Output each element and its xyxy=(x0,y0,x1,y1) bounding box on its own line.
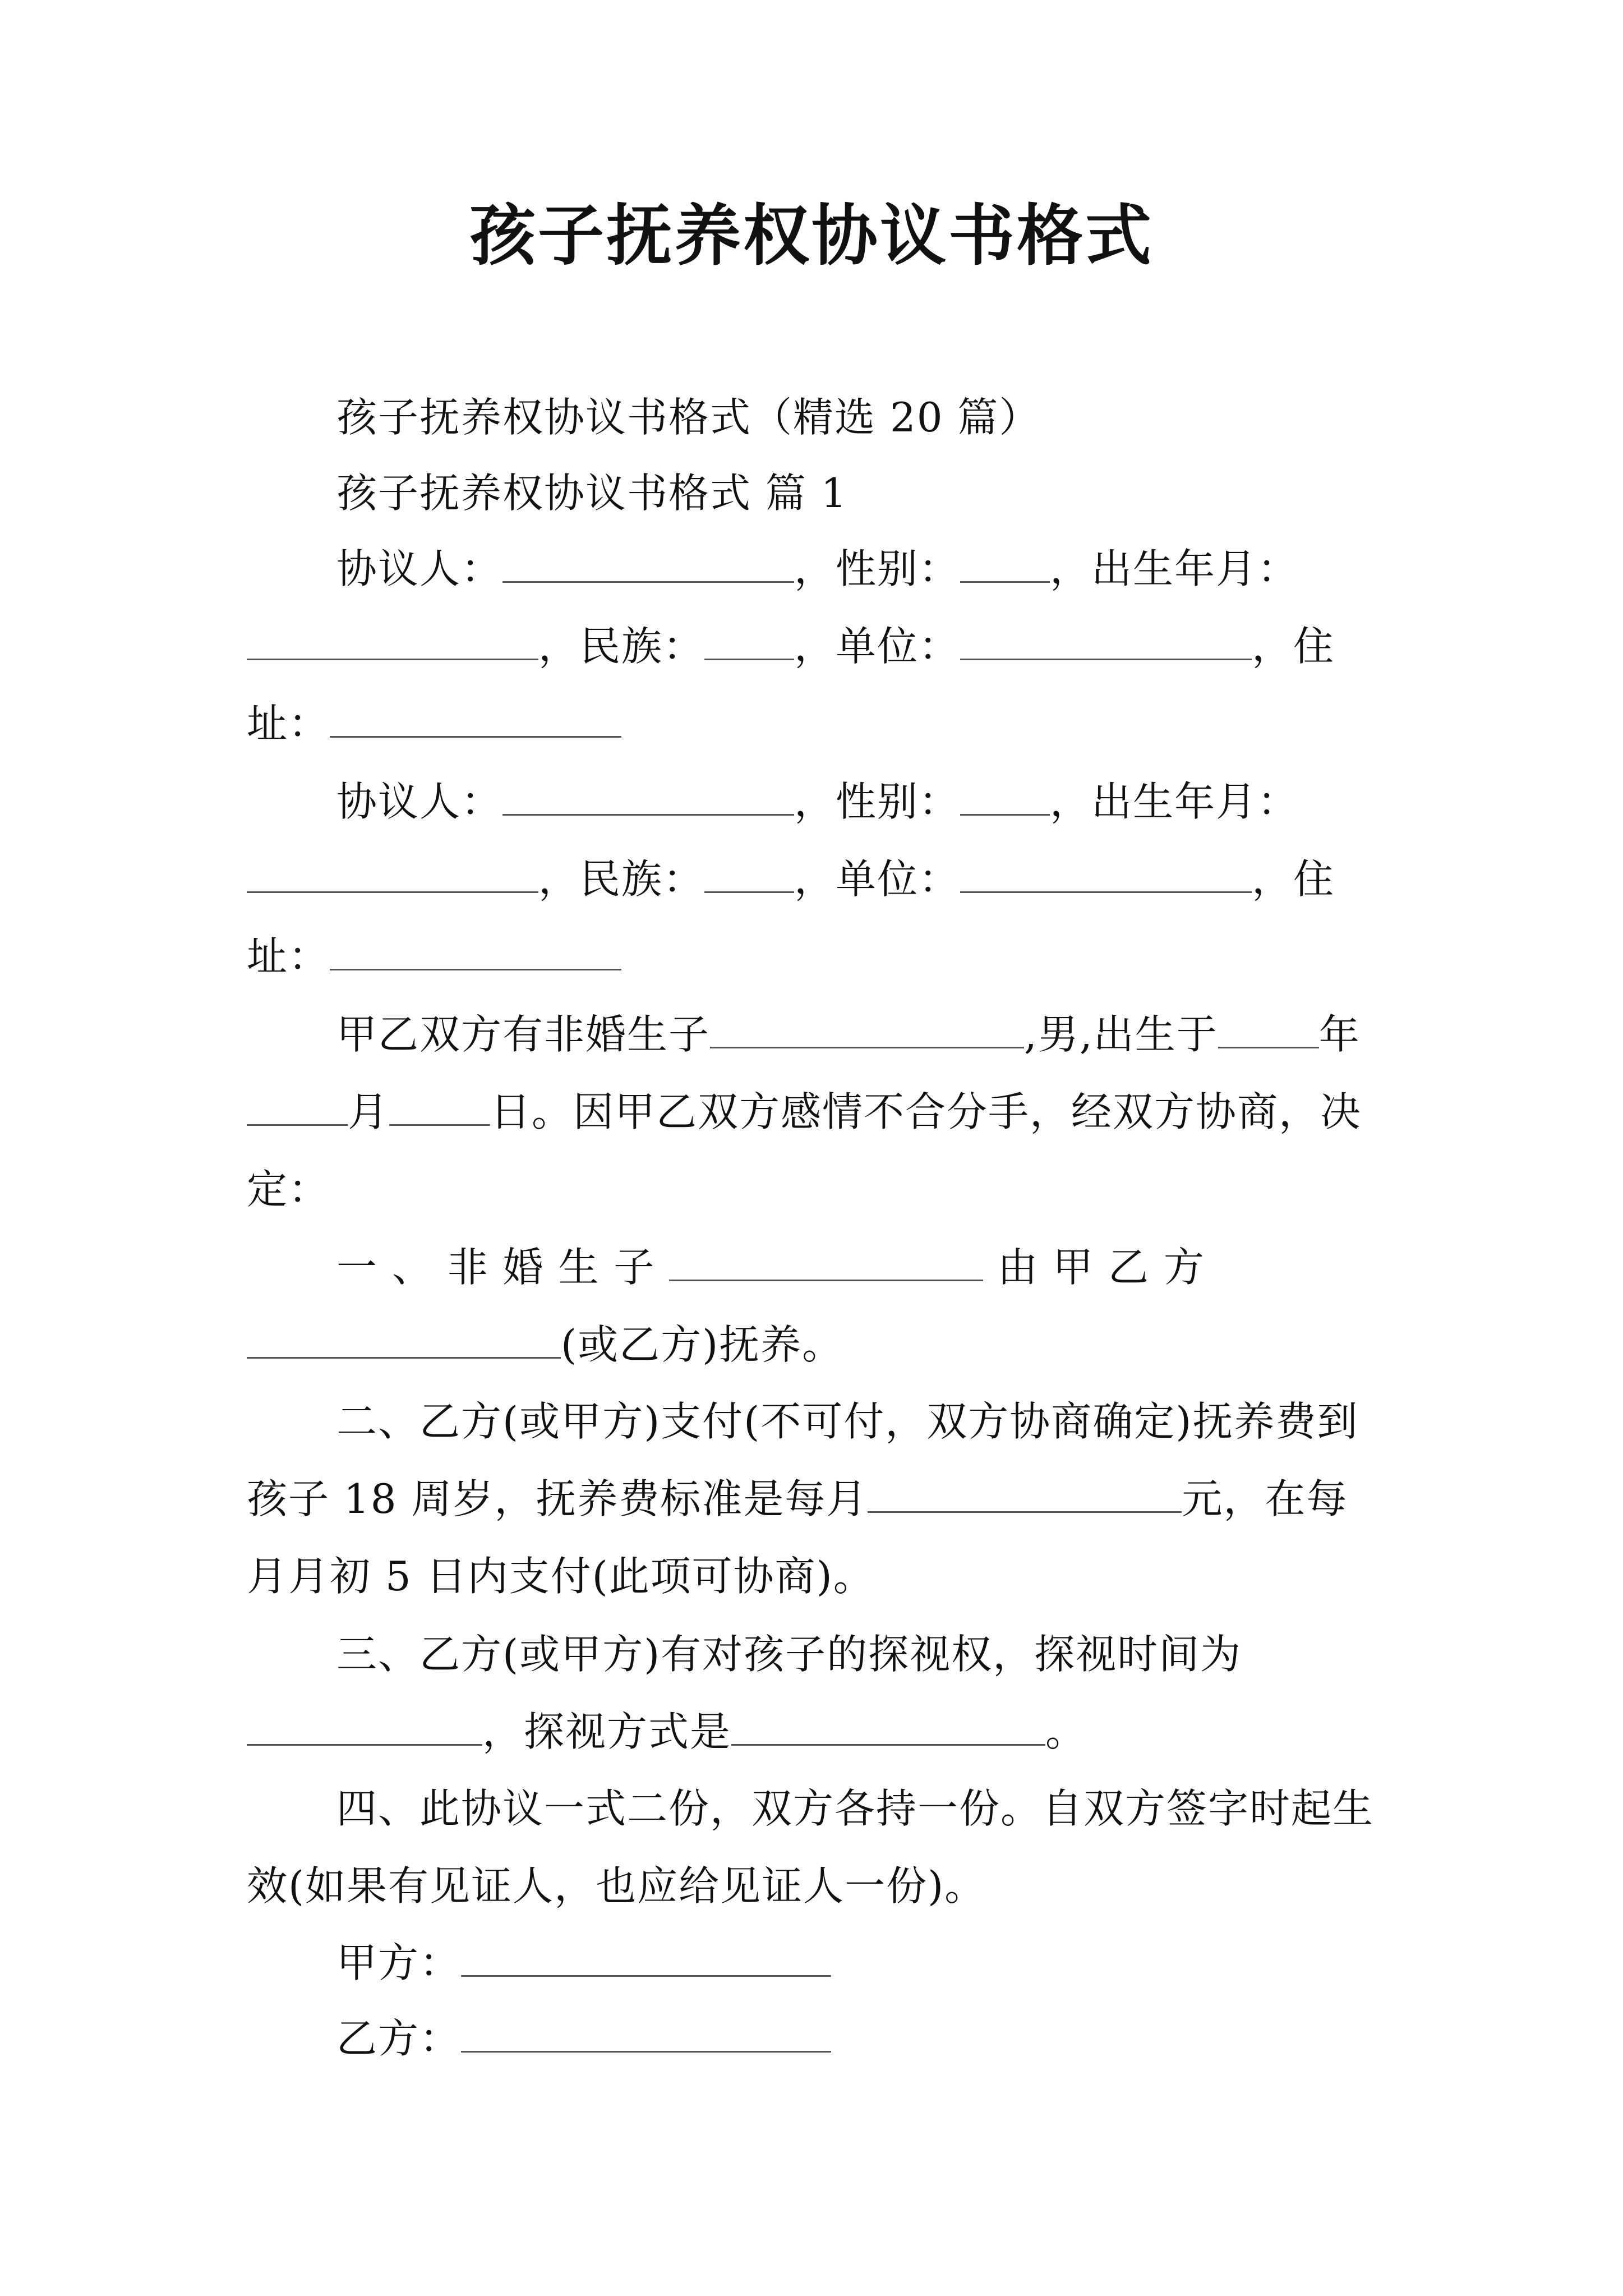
birth-month-blank xyxy=(247,1088,348,1126)
sign-a-blank xyxy=(461,1939,831,1977)
child-blank xyxy=(669,1243,983,1281)
birth-day-blank xyxy=(389,1088,490,1126)
intro-text-e: 日。因甲乙双方感情不合分手，经双方协商，决定： xyxy=(247,1088,1362,1213)
clause-3 xyxy=(247,1616,1385,1770)
document-subtitle: 孩子抚养权协议书格式（精选 20 篇） xyxy=(336,394,1041,441)
ethnicity-label: ，民族： xyxy=(538,855,705,903)
unit-blank xyxy=(960,855,1252,893)
address-label-a: ，住 xyxy=(1252,623,1335,670)
address-label-b: 址： xyxy=(247,933,330,980)
section-heading: 孩子抚养权协议书格式 篇 1 xyxy=(336,470,848,517)
address-label-a: ，住 xyxy=(1252,855,1335,903)
gender-blank xyxy=(960,545,1050,583)
gender-label: ，性别： xyxy=(794,778,961,825)
party1-label: 协议人： xyxy=(336,545,503,592)
child-name-blank xyxy=(710,1010,1024,1048)
intro-paragraph xyxy=(247,996,1385,1228)
sign-a-label: 甲方： xyxy=(336,1939,462,1986)
unit-label: ，单位： xyxy=(794,855,961,903)
ethnicity-label: ，民族： xyxy=(538,623,705,670)
clause2-text-b: 元，在每月月初 5 日内支付(此项可协商)。 xyxy=(247,1475,1348,1600)
ethnicity-blank xyxy=(704,622,794,660)
birth-label: ，出生年月： xyxy=(1050,545,1299,592)
visit-time-blank xyxy=(247,1708,482,1746)
clause1-text-b: 由 甲 乙 方 xyxy=(997,1244,1205,1291)
intro-text-d: 月 xyxy=(348,1088,390,1135)
birth-label: ，出生年月： xyxy=(1050,778,1299,825)
intro-text-a: 甲乙双方有非婚生子 xyxy=(336,1011,711,1058)
clause3-text-b: ，探视方式是 xyxy=(482,1708,732,1755)
clause1-text-c: (或乙方)抚养。 xyxy=(561,1321,844,1368)
intro-text-b: ,男,出生于 xyxy=(1024,1011,1218,1058)
birth-blank xyxy=(247,855,538,893)
ethnicity-blank xyxy=(704,855,794,893)
visit-method-blank xyxy=(731,1708,1045,1746)
name-blank xyxy=(502,777,794,816)
name-blank xyxy=(502,545,794,583)
sign-b-blank xyxy=(461,2014,831,2053)
support-amount-blank xyxy=(868,1475,1182,1513)
document-title: 孩子抚养权协议书格式 xyxy=(469,196,1154,274)
gender-label: ，性别： xyxy=(794,545,961,592)
address-blank xyxy=(330,932,621,970)
clause3-text-a: 三、乙方(或甲方)有对孩子的探视权，探视时间为 xyxy=(336,1631,1242,1678)
signature-b xyxy=(247,2000,1385,2077)
custody-party-blank xyxy=(247,1320,561,1359)
party2-label: 协议人： xyxy=(336,778,503,825)
address-blank xyxy=(330,700,621,738)
address-label-b: 址： xyxy=(247,700,330,747)
party1-block xyxy=(247,530,1385,762)
clause3-text-c: 。 xyxy=(1045,1708,1087,1755)
birth-blank xyxy=(247,622,538,660)
unit-blank xyxy=(960,622,1252,660)
clause-2 xyxy=(247,1383,1385,1615)
intro-text-c: 年 xyxy=(1318,1011,1361,1058)
party2-block xyxy=(247,763,1385,995)
unit-label: ，单位： xyxy=(794,623,961,670)
birth-year-blank xyxy=(1218,1010,1319,1048)
clause2-text-a: 二、乙方(或甲方)支付(不可付，双方协商确定)抚养费到孩子 18 周岁，抚养费标准是每月 xyxy=(247,1398,1359,1522)
clause-4: 四、此协议一式二份，双方各持一份。自双方签字时起生效(如果有见证人，也应给见证人一份)。 xyxy=(247,1785,1375,1910)
clause1-text-a: 一 、 非 婚 生 子 xyxy=(336,1244,656,1291)
sign-b-label: 乙方： xyxy=(336,2015,462,2062)
signature-a xyxy=(247,1924,1385,2001)
gender-blank xyxy=(960,777,1050,816)
clause-1 xyxy=(247,1228,1385,1383)
